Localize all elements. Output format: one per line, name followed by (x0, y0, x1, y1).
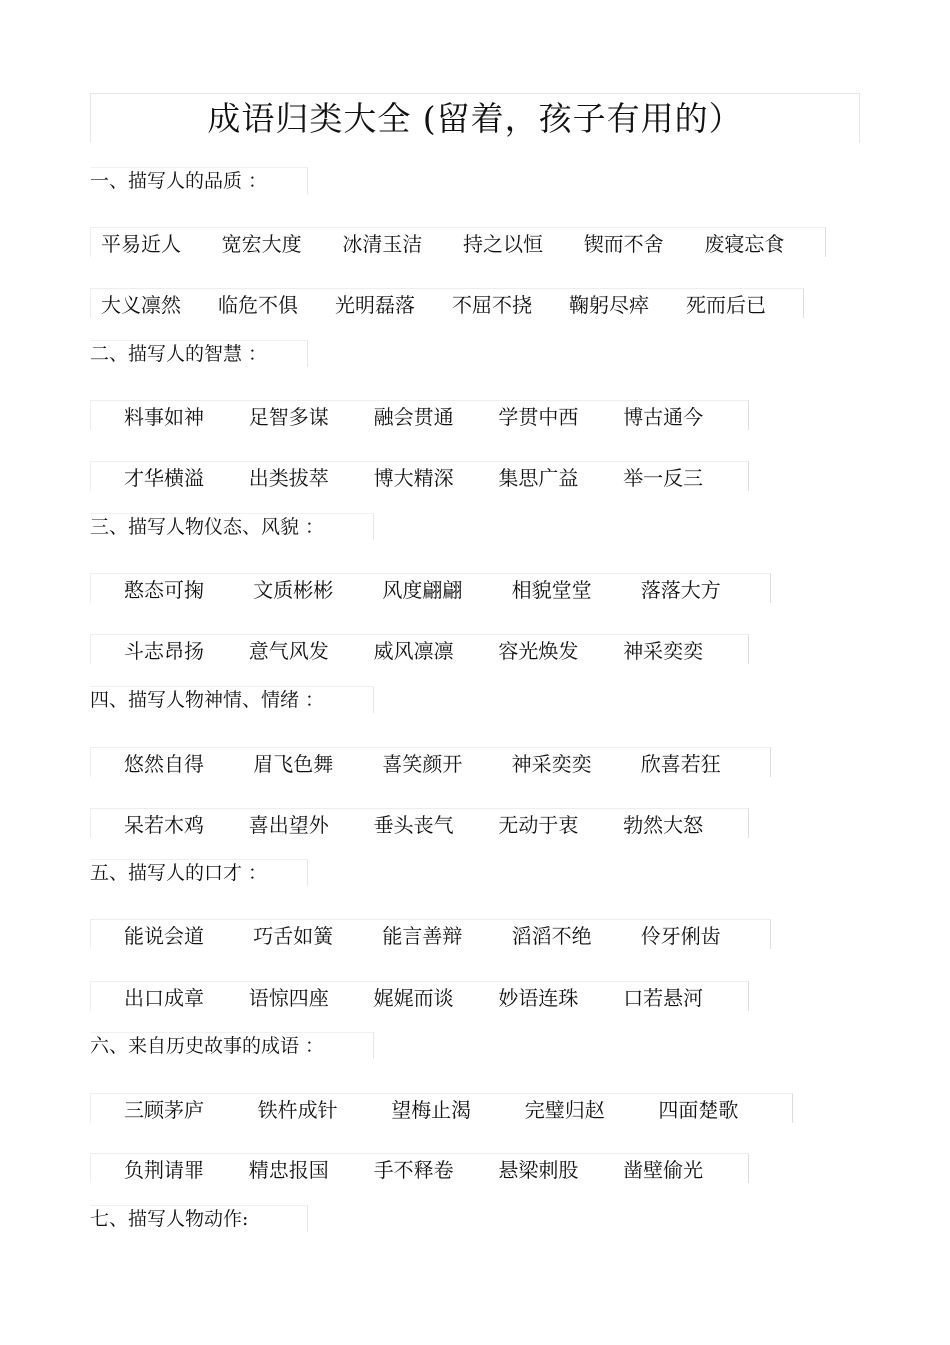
idiom-cell: 精忠报国 (248, 1158, 329, 1182)
idiom-cell: 宽宏大度 (221, 232, 302, 256)
idiom-cell: 巧舌如簧 (253, 924, 334, 948)
idiom-cell: 相貌堂堂 (511, 578, 592, 602)
idiom-cell: 喜笑颜开 (382, 752, 463, 776)
idiom-cell: 喜出望外 (248, 813, 329, 837)
idiom-cell: 集思广益 (498, 466, 579, 490)
idiom-row (90, 227, 826, 257)
idiom-cell: 落落大方 (640, 578, 721, 602)
idiom-cell: 出口成章 (124, 986, 204, 1010)
idiom-cell: 举一反三 (623, 466, 704, 490)
idiom-cell: 三顾茅庐 (124, 1098, 204, 1122)
idiom-cell: 神采奕奕 (511, 752, 592, 776)
idiom-cell: 悬梁刺股 (498, 1158, 579, 1182)
section-heading: 三、描写人物仪态、风貌 ： (90, 513, 374, 540)
idiom-cell: 无动于衷 (498, 813, 579, 837)
idiom-cell: 威风凛凛 (373, 639, 454, 663)
idiom-cell: 不屈不挠 (452, 293, 532, 317)
idiom-cell: 博古通今 (623, 405, 704, 429)
idiom-row (90, 747, 771, 777)
idiom-cell: 鞠躬尽瘁 (569, 293, 649, 317)
idiom-cell: 眉飞色舞 (253, 752, 334, 776)
idiom-cell: 料事如神 (124, 405, 204, 429)
idiom-row (90, 573, 771, 603)
idiom-row (90, 634, 749, 664)
idiom-cell: 伶牙俐齿 (640, 924, 721, 948)
idiom-cell: 平易近人 (101, 232, 181, 256)
idiom-cell: 容光焕发 (498, 639, 579, 663)
idiom-cell: 凿壁偷光 (623, 1158, 704, 1182)
section-heading: 七、描写人物动作: (90, 1205, 308, 1232)
idiom-cell: 妙语连珠 (498, 986, 579, 1010)
idiom-cell: 死而后已 (686, 293, 766, 317)
idiom-cell: 铁杵成针 (257, 1098, 338, 1122)
section-heading: 二、描写人的智慧 ： (90, 340, 308, 367)
idiom-cell: 滔滔不绝 (511, 924, 592, 948)
idiom-cell: 锲而不舍 (583, 232, 664, 256)
idiom-cell: 博大精深 (373, 466, 454, 490)
idiom-cell: 意气风发 (248, 639, 329, 663)
section-heading: 四、描写人物神情、情绪 ： (90, 686, 374, 713)
idiom-cell: 负荆请罪 (124, 1158, 204, 1182)
idiom-row (90, 1093, 793, 1123)
idiom-row (90, 288, 804, 318)
section-heading: 六、来自历史故事的成语 ： (90, 1032, 374, 1059)
idiom-cell: 口若悬河 (623, 986, 704, 1010)
idiom-cell: 欣喜若狂 (640, 752, 721, 776)
idiom-row (90, 400, 749, 430)
idiom-cell: 融会贯通 (373, 405, 454, 429)
idiom-cell: 才华横溢 (124, 466, 204, 490)
idiom-cell: 呆若木鸡 (124, 813, 204, 837)
idiom-cell: 四面楚歌 (658, 1098, 739, 1122)
idiom-row (90, 461, 749, 491)
idiom-cell: 垂头丧气 (373, 813, 454, 837)
idiom-cell: 手不释卷 (373, 1158, 454, 1182)
idiom-cell: 文质彬彬 (253, 578, 334, 602)
idiom-cell: 冰清玉洁 (342, 232, 423, 256)
idiom-row (90, 981, 749, 1011)
idiom-cell: 勃然大怒 (623, 813, 704, 837)
idiom-cell: 出类拔萃 (248, 466, 329, 490)
idiom-cell: 娓娓而谈 (373, 986, 454, 1010)
idiom-cell: 憨态可掬 (124, 578, 204, 602)
page-title: 成语归类大全 (留着，孩子有用的） (207, 99, 743, 138)
idiom-cell: 风度翩翩 (382, 578, 463, 602)
section-heading: 五、描写人的口才 ： (90, 859, 308, 886)
title-box (90, 93, 860, 143)
idiom-cell: 临危不俱 (218, 293, 298, 317)
idiom-cell: 望梅止渴 (391, 1098, 472, 1122)
idiom-cell: 神采奕奕 (623, 639, 704, 663)
idiom-cell: 废寝忘食 (704, 232, 785, 256)
idiom-row (90, 1153, 749, 1183)
idiom-cell: 光明磊落 (335, 293, 415, 317)
idiom-cell: 完璧归赵 (524, 1098, 605, 1122)
idiom-cell: 能说会道 (124, 924, 204, 948)
idiom-cell: 悠然自得 (124, 752, 204, 776)
idiom-cell: 能言善辩 (382, 924, 463, 948)
idiom-cell: 大义凛然 (101, 293, 181, 317)
idiom-row (90, 808, 749, 838)
idiom-row (90, 919, 771, 949)
idiom-cell: 持之以恒 (463, 232, 544, 256)
idiom-cell: 足智多谋 (248, 405, 329, 429)
idiom-cell: 斗志昂扬 (124, 639, 204, 663)
idiom-cell: 语惊四座 (248, 986, 329, 1010)
section-heading: 一、描写人的品质 ： (90, 167, 308, 194)
idiom-cell: 学贯中西 (498, 405, 579, 429)
